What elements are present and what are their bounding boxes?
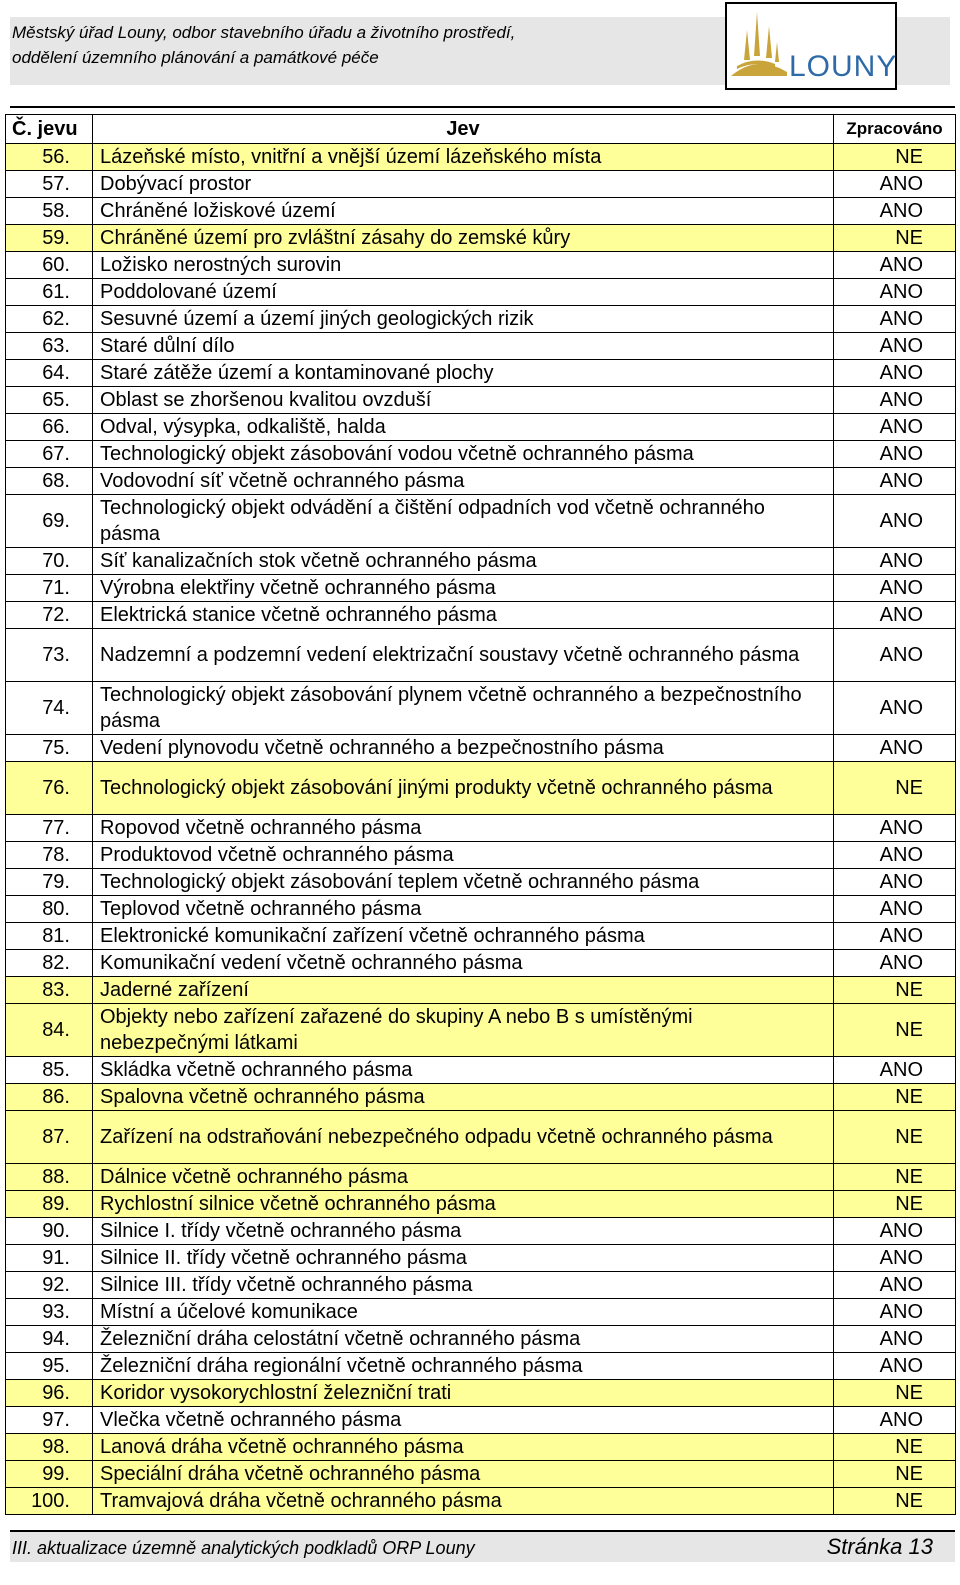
- table-row: [6, 306, 956, 333]
- table-row: [6, 225, 956, 252]
- row-zpracovano: ANO: [834, 414, 956, 441]
- logo-wordmark: LOUNY: [789, 50, 898, 83]
- table-row: [6, 923, 956, 950]
- row-zpracovano: ANO: [834, 950, 956, 977]
- row-zpracovano: NE: [834, 1084, 956, 1111]
- row-zpracovano: ANO: [834, 548, 956, 575]
- row-number: 70.: [6, 548, 93, 575]
- row-number: 72.: [6, 602, 93, 629]
- row-zpracovano: ANO: [834, 252, 956, 279]
- column-header-zpracovano: Zpracováno: [834, 115, 956, 144]
- row-number: 97.: [6, 1407, 93, 1434]
- row-zpracovano: NE: [834, 1004, 956, 1057]
- row-jev: Spalovna včetně ochranného pásma: [93, 1084, 834, 1111]
- table-row: [6, 1057, 956, 1084]
- row-number: 59.: [6, 225, 93, 252]
- table-row: [6, 1299, 956, 1326]
- row-jev: Výrobna elektřiny včetně ochranného pásma: [93, 575, 834, 602]
- row-number: 80.: [6, 896, 93, 923]
- row-jev: Technologický objekt odvádění a čištění odpadních vod včetně ochranného pásma: [93, 495, 834, 548]
- column-header-cislo: Č. jevu: [6, 115, 93, 144]
- row-zpracovano: ANO: [834, 1353, 956, 1380]
- row-jev: Komunikační vedení včetně ochranného pásma: [93, 950, 834, 977]
- row-number: 66.: [6, 414, 93, 441]
- row-number: 83.: [6, 977, 93, 1004]
- row-zpracovano: NE: [834, 1380, 956, 1407]
- row-number: 86.: [6, 1084, 93, 1111]
- table-row: [6, 441, 956, 468]
- row-number: 63.: [6, 333, 93, 360]
- row-zpracovano: ANO: [834, 923, 956, 950]
- row-zpracovano: ANO: [834, 1299, 956, 1326]
- column-header-jev: Jev: [93, 115, 834, 144]
- row-zpracovano: ANO: [834, 306, 956, 333]
- row-number: 64.: [6, 360, 93, 387]
- row-jev: Ropovod včetně ochranného pásma: [93, 815, 834, 842]
- table-row: [6, 279, 956, 306]
- table-row: [6, 815, 956, 842]
- row-number: 73.: [6, 629, 93, 682]
- row-number: 96.: [6, 1380, 93, 1407]
- table-row: [6, 252, 956, 279]
- table-row: [6, 1245, 956, 1272]
- table-header-row: [6, 115, 956, 144]
- row-number: 58.: [6, 198, 93, 225]
- table-row: [6, 1111, 956, 1164]
- row-number: 75.: [6, 735, 93, 762]
- row-jev: Oblast se zhoršenou kvalitou ovzduší: [93, 387, 834, 414]
- row-zpracovano: NE: [834, 977, 956, 1004]
- row-zpracovano: ANO: [834, 198, 956, 225]
- table-row: [6, 735, 956, 762]
- row-jev: Teplovod včetně ochranného pásma: [93, 896, 834, 923]
- row-jev: Elektrická stanice včetně ochranného pásma: [93, 602, 834, 629]
- row-zpracovano: ANO: [834, 441, 956, 468]
- row-zpracovano: NE: [834, 1434, 956, 1461]
- row-number: 74.: [6, 682, 93, 735]
- row-jev: Vlečka včetně ochranného pásma: [93, 1407, 834, 1434]
- row-zpracovano: ANO: [834, 602, 956, 629]
- row-jev: Staré zátěže území a kontaminované plochy: [93, 360, 834, 387]
- row-number: 91.: [6, 1245, 93, 1272]
- row-number: 94.: [6, 1326, 93, 1353]
- row-zpracovano: NE: [834, 225, 956, 252]
- row-number: 87.: [6, 1111, 93, 1164]
- row-zpracovano: ANO: [834, 1407, 956, 1434]
- row-zpracovano: ANO: [834, 279, 956, 306]
- row-number: 89.: [6, 1191, 93, 1218]
- row-jev: Tramvajová dráha včetně ochranného pásma: [93, 1488, 834, 1515]
- table-row: [6, 1353, 956, 1380]
- row-jev: Staré důlní dílo: [93, 333, 834, 360]
- louny-logo: [725, 2, 897, 90]
- table-row: [6, 1084, 956, 1111]
- row-jev: Místní a účelové komunikace: [93, 1299, 834, 1326]
- row-number: 92.: [6, 1272, 93, 1299]
- row-jev: Síť kanalizačních stok včetně ochranného pásma: [93, 548, 834, 575]
- row-jev: Železniční dráha celostátní včetně ochranného pásma: [93, 1326, 834, 1353]
- row-jev: Jaderné zařízení: [93, 977, 834, 1004]
- row-jev: Silnice I. třídy včetně ochranného pásma: [93, 1218, 834, 1245]
- row-jev: Technologický objekt zásobování vodou včetně ochranného pásma: [93, 441, 834, 468]
- header-line-2: oddělení územního plánování a památkové péče: [12, 48, 379, 67]
- row-jev: Vodovodní síť včetně ochranného pásma: [93, 468, 834, 495]
- table-body: [6, 144, 956, 1515]
- table-row: [6, 1407, 956, 1434]
- table-row: [6, 1272, 956, 1299]
- row-zpracovano: ANO: [834, 171, 956, 198]
- table-row: [6, 1488, 956, 1515]
- row-number: 98.: [6, 1434, 93, 1461]
- row-zpracovano: ANO: [834, 629, 956, 682]
- row-zpracovano: ANO: [834, 468, 956, 495]
- row-jev: Sesuvné území a území jiných geologických rizik: [93, 306, 834, 333]
- row-number: 78.: [6, 842, 93, 869]
- row-jev: Chráněné ložiskové území: [93, 198, 834, 225]
- table-row: [6, 387, 956, 414]
- table-row: [6, 762, 956, 815]
- row-jev: Elektronické komunikační zařízení včetně ochranného pásma: [93, 923, 834, 950]
- row-jev: Koridor vysokorychlostní železniční trati: [93, 1380, 834, 1407]
- row-zpracovano: NE: [834, 1461, 956, 1488]
- row-zpracovano: ANO: [834, 869, 956, 896]
- row-number: 90.: [6, 1218, 93, 1245]
- table-row: [6, 1004, 956, 1057]
- row-zpracovano: ANO: [834, 1057, 956, 1084]
- table-row: [6, 144, 956, 171]
- row-number: 67.: [6, 441, 93, 468]
- row-zpracovano: ANO: [834, 575, 956, 602]
- row-jev: Dobývací prostor: [93, 171, 834, 198]
- table-row: [6, 548, 956, 575]
- row-jev: Rychlostní silnice včetně ochranného pásma: [93, 1191, 834, 1218]
- row-number: 79.: [6, 869, 93, 896]
- row-jev: Technologický objekt zásobování plynem včetně ochranného a bezpečnostního pásma: [93, 682, 834, 735]
- row-zpracovano: ANO: [834, 1218, 956, 1245]
- row-jev: Lanová dráha včetně ochranného pásma: [93, 1434, 834, 1461]
- row-zpracovano: ANO: [834, 1245, 956, 1272]
- row-jev: Nadzemní a podzemní vedení elektrizační soustavy včetně ochranného pásma: [93, 629, 834, 682]
- row-jev: Železniční dráha regionální včetně ochranného pásma: [93, 1353, 834, 1380]
- row-zpracovano: NE: [834, 1191, 956, 1218]
- row-zpracovano: ANO: [834, 495, 956, 548]
- table-row: [6, 1461, 956, 1488]
- row-zpracovano: NE: [834, 144, 956, 171]
- row-number: 95.: [6, 1353, 93, 1380]
- table-row: [6, 1326, 956, 1353]
- row-jev: Skládka včetně ochranného pásma: [93, 1057, 834, 1084]
- row-jev: Odval, výsypka, odkaliště, halda: [93, 414, 834, 441]
- row-jev: Vedení plynovodu včetně ochranného a bezpečnostního pásma: [93, 735, 834, 762]
- row-jev: Technologický objekt zásobování teplem včetně ochranného pásma: [93, 869, 834, 896]
- row-number: 60.: [6, 252, 93, 279]
- table-row: [6, 602, 956, 629]
- row-zpracovano: ANO: [834, 333, 956, 360]
- row-number: 93.: [6, 1299, 93, 1326]
- row-zpracovano: ANO: [834, 842, 956, 869]
- row-jev: Lázeňské místo, vnitřní a vnější území lázeňského místa: [93, 144, 834, 171]
- table-row: [6, 1164, 956, 1191]
- row-number: 84.: [6, 1004, 93, 1057]
- row-number: 57.: [6, 171, 93, 198]
- row-number: 68.: [6, 468, 93, 495]
- row-zpracovano: ANO: [834, 815, 956, 842]
- table-row: [6, 575, 956, 602]
- table-row: [6, 198, 956, 225]
- table-row: [6, 1434, 956, 1461]
- row-zpracovano: NE: [834, 1488, 956, 1515]
- row-jev: Objekty nebo zařízení zařazené do skupiny A nebo B s umístěnými nebezpečnými látkami: [93, 1004, 834, 1057]
- table-row: [6, 1191, 956, 1218]
- row-jev: Silnice II. třídy včetně ochranného pásma: [93, 1245, 834, 1272]
- table-row: [6, 977, 956, 1004]
- row-zpracovano: ANO: [834, 360, 956, 387]
- row-number: 62.: [6, 306, 93, 333]
- table-row: [6, 468, 956, 495]
- row-jev: Poddolované území: [93, 279, 834, 306]
- row-number: 56.: [6, 144, 93, 171]
- row-jev: Dálnice včetně ochranného pásma: [93, 1164, 834, 1191]
- row-zpracovano: NE: [834, 1164, 956, 1191]
- footer-page-number: Stránka 13: [826, 1534, 933, 1559]
- row-jev: Zařízení na odstraňování nebezpečného odpadu včetně ochranného pásma: [93, 1111, 834, 1164]
- row-jev: Produktovod včetně ochranného pásma: [93, 842, 834, 869]
- table-row: [6, 629, 956, 682]
- row-number: 71.: [6, 575, 93, 602]
- header-line-1: Městský úřad Louny, odbor stavebního úřadu a životního prostředí,: [12, 23, 516, 42]
- table-row: [6, 950, 956, 977]
- row-number: 76.: [6, 762, 93, 815]
- table-row: [6, 333, 956, 360]
- row-zpracovano: ANO: [834, 1326, 956, 1353]
- row-zpracovano: ANO: [834, 1272, 956, 1299]
- jevy-table: [5, 114, 956, 1515]
- table-row: [6, 842, 956, 869]
- row-number: 65.: [6, 387, 93, 414]
- row-zpracovano: NE: [834, 762, 956, 815]
- footer-document-title: III. aktualizace územně analytických podkladů ORP Louny: [12, 1538, 475, 1558]
- row-jev: Chráněné území pro zvláštní zásahy do zemské kůry: [93, 225, 834, 252]
- row-number: 100.: [6, 1488, 93, 1515]
- header-divider: [10, 106, 955, 108]
- row-number: 77.: [6, 815, 93, 842]
- row-zpracovano: ANO: [834, 735, 956, 762]
- table-row: [6, 1218, 956, 1245]
- row-zpracovano: NE: [834, 1111, 956, 1164]
- row-number: 99.: [6, 1461, 93, 1488]
- row-number: 82.: [6, 950, 93, 977]
- row-zpracovano: ANO: [834, 682, 956, 735]
- row-zpracovano: ANO: [834, 387, 956, 414]
- row-jev: Ložisko nerostných surovin: [93, 252, 834, 279]
- table-row: [6, 360, 956, 387]
- table-row: [6, 869, 956, 896]
- header-title: [12, 20, 515, 70]
- table-row: [6, 896, 956, 923]
- table-row: [6, 414, 956, 441]
- row-jev: Speciální dráha včetně ochranného pásma: [93, 1461, 834, 1488]
- row-number: 81.: [6, 923, 93, 950]
- table-row: [6, 682, 956, 735]
- table-row: [6, 171, 956, 198]
- row-jev: Technologický objekt zásobování jinými produkty včetně ochranného pásma: [93, 762, 834, 815]
- row-zpracovano: ANO: [834, 896, 956, 923]
- row-number: 88.: [6, 1164, 93, 1191]
- row-jev: Silnice III. třídy včetně ochranného pásma: [93, 1272, 834, 1299]
- table-row: [6, 1380, 956, 1407]
- row-number: 61.: [6, 279, 93, 306]
- table-row: [6, 495, 956, 548]
- row-number: 69.: [6, 495, 93, 548]
- row-number: 85.: [6, 1057, 93, 1084]
